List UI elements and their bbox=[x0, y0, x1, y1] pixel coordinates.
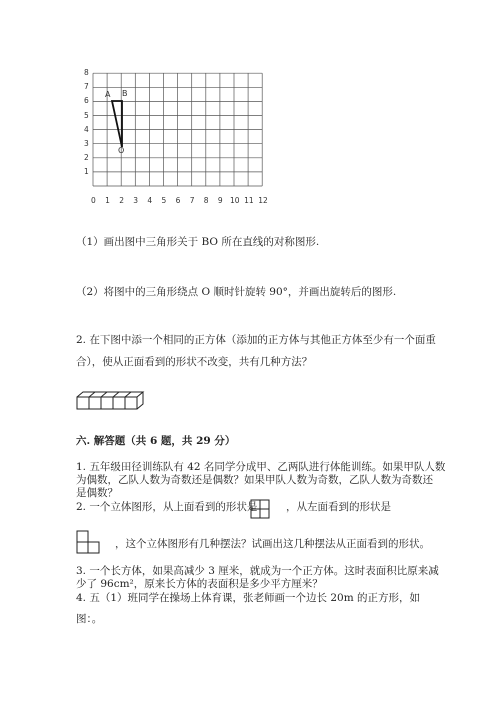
x-tick-label: 8 bbox=[203, 196, 209, 205]
x-tick-label: 6 bbox=[175, 196, 181, 205]
problem-4-line1: 4. 五（1）班同学在操场上体育课，张老师画一个边长 20m 的正方形，如 bbox=[76, 592, 421, 604]
x-tick-label: 2 bbox=[119, 196, 124, 205]
problem-4-line2: 图：。 bbox=[76, 613, 103, 625]
problem-2-part2: ，从左面看到的形状是 bbox=[286, 501, 391, 513]
question-1: （1）画出图中三角形关于 BO 所在直线的对称图形. bbox=[76, 236, 320, 248]
x-tick-label: 9 bbox=[217, 196, 223, 205]
question-cube-line1: 2. 在下图中添一个相同的正方体（添加的正方体与其他正方体至少有一个面重 bbox=[76, 334, 436, 346]
y-tick-label: 6 bbox=[84, 96, 89, 106]
point-label-b: B bbox=[122, 89, 128, 98]
question-cube-line2: 合），使从正面看到的形状不改变，共有几种方法？ bbox=[76, 356, 313, 368]
problem-2-part3: ，这个立体图形有几种摆法？试画出这几种摆法从正面看到的形状。 bbox=[115, 538, 430, 550]
x-tick-label: 1 bbox=[105, 196, 110, 205]
y-tick-label: 1 bbox=[84, 166, 89, 176]
y-tick-label: 8 bbox=[84, 68, 89, 78]
problem-1-line3: 是偶数？ bbox=[76, 487, 118, 499]
x-tick-label: 11 bbox=[244, 196, 254, 205]
y-tick-label: 5 bbox=[84, 110, 89, 120]
section-title: 六. 解答题（共 6 题，共 29 分） bbox=[76, 435, 236, 447]
y-tick-label: 4 bbox=[84, 124, 89, 134]
point-label-o: O bbox=[118, 146, 125, 155]
x-tick-label: 4 bbox=[147, 196, 153, 205]
triangle-abo bbox=[112, 101, 122, 147]
problem-1-line2: 为偶数，乙队人数为奇数还是偶数？如果甲队人数为奇数，乙队人数为奇数还 bbox=[76, 474, 433, 486]
y-tick-label: 7 bbox=[84, 82, 89, 92]
problem-2-part1: 2. 一个立体图形，从上面看到的形状是 bbox=[76, 501, 258, 513]
question-2: （2）将图中的三角形绕点 O 顺时针旋转 90°，并画出旋转后的图形. bbox=[76, 286, 397, 298]
x-tick-label: 5 bbox=[161, 196, 167, 205]
x-tick-label: 3 bbox=[133, 196, 139, 205]
x-tick-label: 12 bbox=[258, 196, 268, 205]
x-tick-label: 10 bbox=[230, 196, 240, 205]
point-label-a: A bbox=[105, 90, 111, 99]
problem-3-line2: 少了 96cm²，原来长方体的表面积是多少平方厘米？ bbox=[76, 578, 323, 590]
x-tick-label: 7 bbox=[189, 196, 195, 205]
problem-1-line1: 1. 五年级田径训练队有 42 名同学分成甲、乙两队进行体能训练。如果甲队人数 bbox=[76, 461, 446, 473]
y-tick-label: 2 bbox=[84, 152, 89, 162]
y-tick-label: 3 bbox=[84, 138, 89, 148]
problem-3-line1: 3. 一个长方体，如果高减少 3 厘米，就成为一个正方体。这时表面积比原来减 bbox=[76, 565, 439, 577]
x-tick-label: 0 bbox=[91, 196, 96, 205]
